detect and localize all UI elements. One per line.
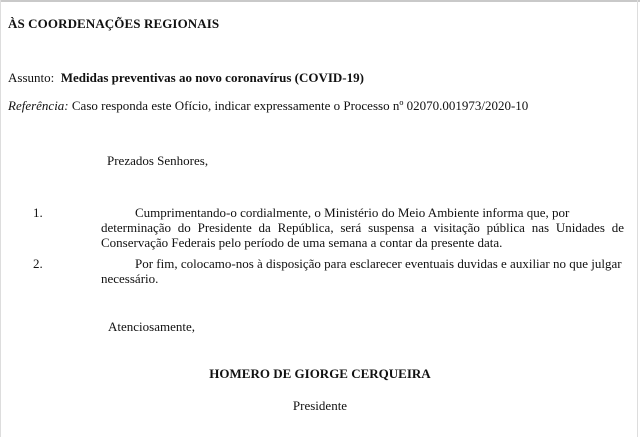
item-number: 1.	[33, 205, 43, 220]
paragraph-continuation: determinação do Presidente da República, será suspensa a visitação pública nas Unidades de Conservação Federais pelo período de uma semana a contar da presente data.	[101, 220, 624, 250]
reference-label: Referência:	[8, 98, 69, 113]
recipient-heading: ÀS COORDENAÇÕES REGIONAIS	[8, 16, 220, 31]
reference-line	[8, 98, 528, 114]
signer-name: HOMERO DE GIORGE CERQUEIRA	[209, 366, 431, 381]
subject-label: Assunto:	[8, 70, 55, 85]
greeting: Prezados Senhores,	[107, 153, 209, 168]
paragraph-item	[101, 256, 624, 271]
subject-line	[8, 70, 364, 86]
reference-text: Caso responda este Ofício, indicar expressamente o Processo nº 02070.001973/2020-10	[71, 98, 529, 113]
paragraph-item	[101, 205, 624, 220]
page-top-border	[0, 0, 640, 2]
paragraph-continuation: necessário.	[101, 271, 159, 286]
paragraph-first-line: Cumprimentando-o cordialmente, o Ministério do Meio Ambiente informa que, por	[135, 205, 570, 220]
subject-value: Medidas preventivas ao novo coronavírus (COVID-19)	[60, 70, 364, 85]
signer-title: Presidente	[292, 398, 348, 413]
paragraph-first-line: Por fim, colocamo-nos à disposição para esclarecer eventuais duvidas e auxiliar no que julgar	[135, 256, 622, 271]
item-number: 2.	[33, 256, 43, 271]
closing: Atenciosamente,	[108, 319, 195, 334]
